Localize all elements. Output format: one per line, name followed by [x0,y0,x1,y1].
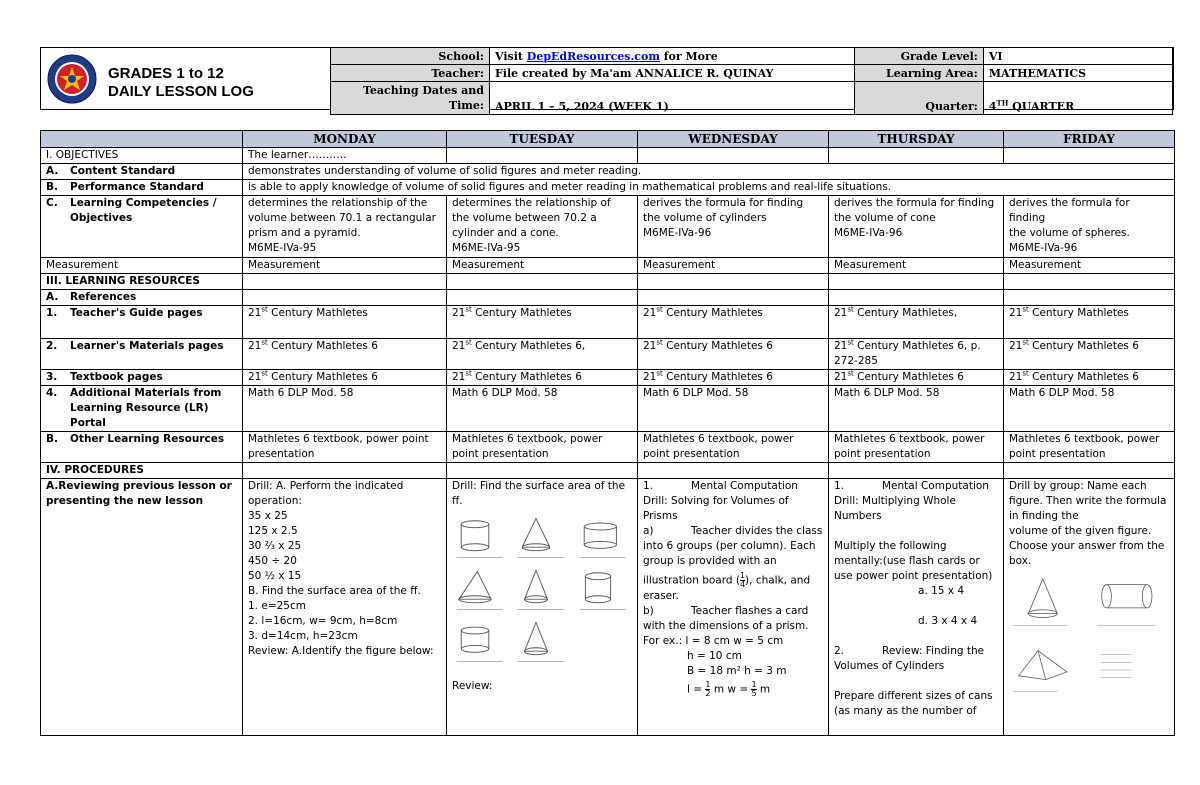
quarter-label: Quarter: [854,82,983,115]
day-thursday: THURSDAY [829,131,1004,148]
measurement-label: Measurement [41,258,243,274]
procedures-label: IV. PROCEDURES [41,463,243,479]
horizontal-cylinder-icon [1093,575,1161,633]
textbook-wednesday: 21st Century Mathletes 6 [638,370,829,386]
content-standard-value: demonstrates understanding of volume of solid figures and meter reading. [243,164,1175,180]
area-value: MATHEMATICS [983,65,1172,82]
cone-figure-icon [452,567,510,613]
competency-friday: derives the formula for finding the volume of spheres. M6ME-IVa-96 [1004,196,1175,258]
dates-value: APRIL 1 – 5, 2024 (WEEK 1) [489,82,854,115]
other-wednesday: Mathletes 6 textbook, power point presentation [638,432,829,463]
page-title [108,65,254,101]
lm-wednesday: 21st Century Mathletes 6 [638,339,829,370]
teacher-label: Teacher: [331,65,490,82]
content-standard-row [41,164,1175,180]
review-row [41,479,1175,736]
measurement-monday: Measurement [243,258,447,274]
header-info-table [330,47,1173,115]
cone-figure-icon [513,567,571,613]
textbook-thursday: 21st Century Mathletes 6 [829,370,1004,386]
measurement-row [41,258,1175,274]
textbook-tuesday: 21st Century Mathletes 6 [447,370,638,386]
resources-label: III. LEARNING RESOURCES [41,274,243,290]
lm-thursday: 21st Century Mathletes 6, p. 272-285 [829,339,1004,370]
cone-figure-icon [513,515,571,561]
performance-standard-label: B. Performance Standard [41,180,243,196]
lesson-log-table [40,130,1175,736]
additional-monday: Math 6 DLP Mod. 58 [243,386,447,432]
dates-label: Teaching Dates and Time: [331,82,490,115]
competency-wednesday: derives the formula for finding the volume of cylinders M6ME-IVa-96 [638,196,829,258]
other-monday: Mathletes 6 textbook, power point presentation [243,432,447,463]
textbook-row [41,370,1175,386]
tg-wednesday: 21st Century Mathletes [638,306,829,339]
content-standard-label: A. Content Standard [41,164,243,180]
header-block [40,47,1174,113]
school-value: Visit DepEdResources.com for More [489,48,854,65]
review-label: A.Reviewing previous lesson or presenting the new lesson [41,479,243,736]
day-friday: FRIDAY [1004,131,1175,148]
day-wednesday: WEDNESDAY [638,131,829,148]
grade-label: Grade Level: [854,48,983,65]
objectives-value: The learner……….. [243,148,447,164]
review-tuesday: Drill: Find the surface area of the ff. Review: [447,479,638,736]
competencies-row [41,196,1175,258]
lm-tuesday: 21st Century Mathletes 6, [447,339,638,370]
tg-tuesday: 21st Century Mathletes [447,306,638,339]
cylinder-figure-icon [575,567,633,613]
teachers-guide-row [41,306,1175,339]
review-monday: Drill: A. Perform the indicated operation: 35 x 25 125 x 2.5 30 ⅔ x 25 450 ÷ 20 50 ½ x 15 B. Find the surface area of the ff. 1. e=25cm 2. l=16cm, w= 9cm, h=8cm 3. d=14cm, h=23cm Review: A.Identify the figure below: [243,479,447,736]
deped-seal-icon [47,54,97,104]
tg-monday: 21st Century Mathletes [243,306,447,339]
cylinder-figure-icon [452,515,510,561]
title-line-1: GRADES 1 to 12 [108,65,224,82]
objectives-label: I. OBJECTIVES [41,148,243,164]
cone-figure-icon [513,619,571,665]
day-header-row [41,131,1175,148]
lm-monday: 21st Century Mathletes 6 [243,339,447,370]
review-wednesday: 1. Mental Computation Drill: Solving for Volumes of Prisms a) Teacher divides the class into 6 groups (per column). Each group is provided with an illustration board ( $\frac{1}{4}$ ), chalk, and eraser. b) Teacher flashes a card with the dimensions of a prism. For ex.: l = 8 cm w = 5 cm h = 10 cm B = 18 m² h = 3 m l = $\frac{1}{2}$ m w = $\frac{1}{5}$ m [638,479,829,736]
surface-area-figures [452,515,632,665]
teachers-guide-label: 1. Teacher's Guide pages [41,306,243,339]
textbook-friday: 21st Century Mathletes 6 [1004,370,1175,386]
answer-box-icon [1093,641,1161,699]
pyramid-figure-icon [1009,641,1077,699]
competency-thursday: derives the formula for finding the volume of cone M6ME-IVa-96 [829,196,1004,258]
title-line-2: DAILY LESSON LOG [108,83,254,100]
tuesday-review-text: Review: [452,680,493,692]
procedures-row [41,463,1175,479]
other-thursday: Mathletes 6 textbook, power point presentation [829,432,1004,463]
other-resources-label: B. Other Learning Resources [41,432,243,463]
day-monday: MONDAY [243,131,447,148]
resources-row [41,274,1175,290]
textbook-monday: 21st Century Mathletes 6 [243,370,447,386]
lm-friday: 21st Century Mathletes 6 [1004,339,1175,370]
cylinder-figure-icon [575,515,633,561]
additional-tuesday: Math 6 DLP Mod. 58 [447,386,638,432]
measurement-wednesday: Measurement [638,258,829,274]
header-title-area [41,48,331,109]
day-tuesday: TUESDAY [447,131,638,148]
additional-materials-row [41,386,1175,432]
cone-figure-icon [1009,575,1077,633]
teacher-value: File created by Ma'am ANNALICE R. QUINAY [489,65,854,82]
other-tuesday: Mathletes 6 textbook, power point presentation [447,432,638,463]
other-resources-row [41,432,1175,463]
area-label: Learning Area: [854,65,983,82]
learners-materials-row [41,339,1175,370]
quarter-value: 4TH QUARTER [983,82,1172,115]
additional-wednesday: Math 6 DLP Mod. 58 [638,386,829,432]
performance-standard-row [41,180,1175,196]
grade-value: VI [983,48,1172,65]
tg-friday: 21st Century Mathletes [1004,306,1175,339]
volume-figures [1009,575,1169,699]
performance-standard-value: is able to apply knowledge of volume of solid figures and meter reading in mathematical problems and real-life situations. [243,180,1175,196]
measurement-thursday: Measurement [829,258,1004,274]
references-row [41,290,1175,306]
measurement-tuesday: Measurement [447,258,638,274]
objectives-row [41,148,1175,164]
tg-thursday: 21st Century Mathletes, [829,306,1004,339]
competency-tuesday: determines the relationship of the volume between 70.2 a cylinder and a cone. M6ME-IVa-95 [447,196,638,258]
depedresources-link[interactable]: DepEdResources.com [526,50,660,63]
review-thursday: 1. Mental Computation Drill: Multiplying Whole Numbers Multiply the following mentally:(use flash cards or use power point presentation) a. 15 x 4 d. 3 x 4 x 4 2. Review: Finding the Volumes of Cylinders Prepare different sizes of cans (as many as the number of [829,479,1004,736]
competencies-label: C. Learning Competencies / Objectives [41,196,243,258]
corner-cell [41,131,243,148]
references-label: A. References [41,290,243,306]
measurement-friday: Measurement [1004,258,1175,274]
additional-materials-label: 4. Additional Materials from Learning Resource (LR) Portal [41,386,243,432]
competency-monday: determines the relationship of the volume between 70.1 a rectangular prism and a pyramid. M6ME-IVa-95 [243,196,447,258]
textbook-label: 3. Textbook pages [41,370,243,386]
cylinder-figure-icon [452,619,510,665]
review-friday: Drill by group: Name each figure. Then write the formula in finding the volume of the given figure. Choose your answer from the box. [1004,479,1175,736]
learners-materials-label: 2. Learner's Materials pages [41,339,243,370]
one-fourth-fraction: $\frac{1}{4}$ [739,571,746,589]
additional-thursday: Math 6 DLP Mod. 58 [829,386,1004,432]
school-label: School: [331,48,490,65]
additional-friday: Math 6 DLP Mod. 58 [1004,386,1175,432]
other-friday: Mathletes 6 textbook, power point presentation [1004,432,1175,463]
